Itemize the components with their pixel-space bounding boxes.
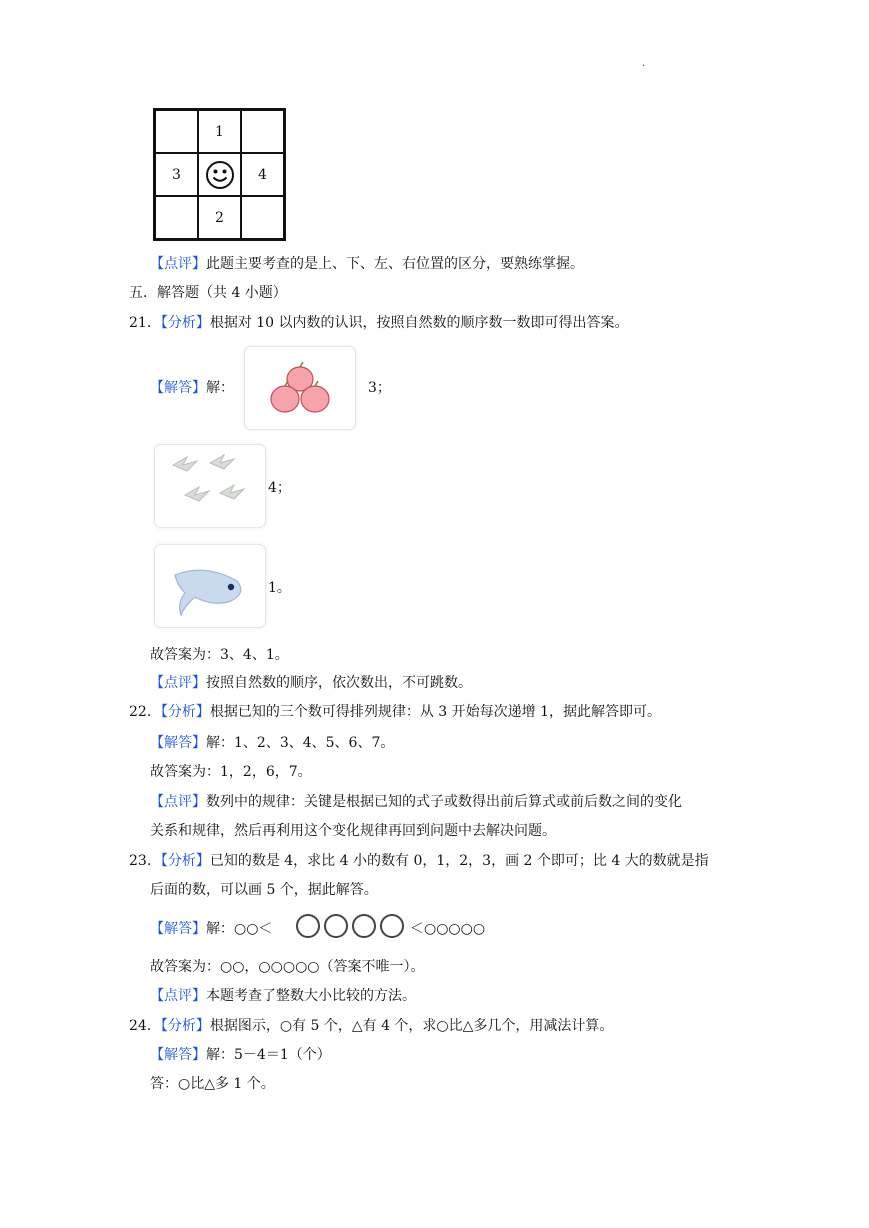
- analysis-text: 根据图示，○有 5 个，△有 4 个，求○比△多几个，用减法计算。: [209, 1018, 614, 1034]
- q22-analysis: [129, 702, 661, 722]
- q23-solution-right: ＜○○○○○: [410, 921, 486, 937]
- comment-tag: 【点评】: [150, 256, 206, 272]
- comment-text: 本题考查了整数大小比较的方法。: [206, 988, 416, 1004]
- q21-solution-label: [150, 378, 234, 398]
- circle-icon: [324, 914, 348, 938]
- q24-answer: 答：○比△多 1 个。: [150, 1076, 275, 1092]
- circle-icon: [296, 914, 320, 938]
- q22-comment: [150, 792, 682, 812]
- analysis-text: 已知的数是 4，求比 4 小的数有 0，1，2，3，画 2 个即可；比 4 大的数就是指: [209, 853, 709, 869]
- question-number: 21．: [129, 315, 161, 331]
- apples-image: [245, 347, 355, 429]
- solution-tag: 【解答】: [150, 380, 206, 396]
- dolphin-image: [155, 545, 265, 627]
- analysis-text: 根据对 10 以内数的认识，按照自然数的顺序数一数即可得出答案。: [209, 315, 629, 331]
- comment-text: 数列中的规律：关键是根据已知的式子或数得出前后算式或前后数之间的变化: [206, 794, 682, 810]
- q23-comment: [150, 986, 416, 1006]
- circle-icon: [352, 914, 376, 938]
- comment-tag: 【点评】: [150, 988, 206, 1004]
- solution-text: 解：1、2、3、4、5、6、7。: [206, 735, 395, 751]
- dolphin-count: 1。: [268, 580, 291, 596]
- analysis-tag: 【分析】: [160, 704, 210, 720]
- q23-analysis-line2: 后面的数，可以画 5 个，据此解答。: [150, 882, 378, 898]
- q24-solution: [150, 1045, 331, 1065]
- solution-prefix: 解：: [206, 380, 234, 396]
- solution-tag: 【解答】: [150, 921, 206, 937]
- solution-text: 解：5－4＝1（个）: [206, 1047, 331, 1063]
- page-dot: .: [642, 58, 646, 69]
- q21-analysis: [129, 313, 629, 333]
- grid-cell: 4: [241, 153, 284, 196]
- question-number: 23．: [129, 853, 161, 869]
- comment-tag: 【点评】: [150, 794, 206, 810]
- grid-cell: [241, 196, 284, 239]
- birds-image: [155, 445, 265, 527]
- birds-count: 4；: [268, 480, 291, 496]
- comment-tag: 【点评】: [150, 675, 206, 691]
- grid-cell: 2: [198, 196, 241, 239]
- question-number: 24．: [129, 1018, 161, 1034]
- position-grid: [153, 108, 286, 241]
- analysis-tag: 【分析】: [160, 853, 210, 869]
- apples-count: 3；: [368, 380, 391, 396]
- q22-solution: [150, 733, 394, 753]
- four-circles: [296, 914, 404, 938]
- q20-comment: [150, 254, 584, 274]
- q23-solution-left: [150, 919, 272, 939]
- grid-cell: [155, 196, 198, 239]
- q24-analysis: [129, 1016, 613, 1036]
- solution-text: 解：○○＜: [206, 921, 273, 937]
- circle-icon: [380, 914, 404, 938]
- q21-answer: 故答案为：3、4、1。: [150, 647, 289, 663]
- q22-comment-line2: 关系和规律，然后再利用这个变化规律再回到问题中去解决问题。: [150, 823, 556, 839]
- grid-cell: [155, 110, 198, 153]
- solution-tag: 【解答】: [150, 1047, 206, 1063]
- q23-answer: 故答案为：○○，○○○○○（答案不唯一）。: [150, 959, 425, 975]
- grid-cell: 1: [198, 110, 241, 153]
- smiley-icon: [198, 153, 241, 196]
- q23-analysis: [129, 851, 709, 871]
- grid-cell: [241, 110, 284, 153]
- analysis-text: 根据已知的三个数可得排列规律：从 3 开始每次递增 1，据此解答即可。: [209, 704, 661, 720]
- q22-answer: 故答案为：1，2，6，7。: [150, 764, 312, 780]
- question-number: 22．: [129, 704, 161, 720]
- comment-text: 此题主要考查的是上、下、左、右位置的区分，要熟练掌握。: [206, 256, 584, 272]
- analysis-tag: 【分析】: [160, 1018, 210, 1034]
- q21-comment: [150, 673, 472, 693]
- analysis-tag: 【分析】: [160, 315, 210, 331]
- grid-cell: 3: [155, 153, 198, 196]
- comment-text: 按照自然数的顺序，依次数出，不可跳数。: [206, 675, 472, 691]
- section-title: 五．解答题（共 4 小题）: [129, 285, 287, 301]
- solution-tag: 【解答】: [150, 735, 206, 751]
